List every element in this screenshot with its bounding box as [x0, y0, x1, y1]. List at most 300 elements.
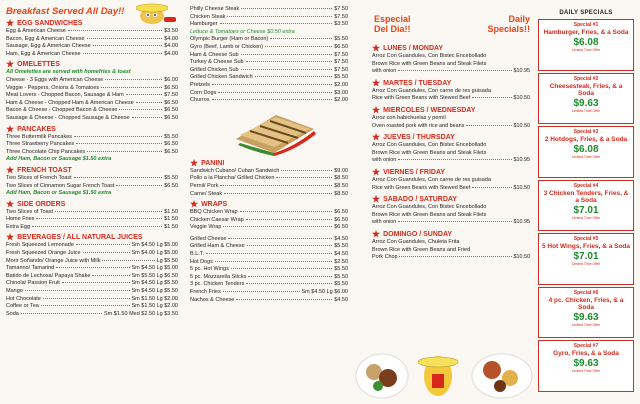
menu-item	[190, 243, 348, 251]
menu-item	[6, 43, 178, 51]
day-line: Arroz con habichuelas y pernil	[372, 114, 446, 121]
section-note: Add Ham, Bacon or Sausage $1.50 extra	[6, 156, 112, 163]
item-price: Sm $5.50 Lg $6.50	[131, 272, 178, 279]
item-price: $6.50	[164, 141, 178, 148]
item-price: $7.50	[334, 6, 348, 12]
item-name: Pork Chop	[372, 254, 398, 261]
item-name: Hot Dogs	[190, 258, 213, 265]
menu-item	[190, 281, 348, 289]
menu-item	[190, 251, 348, 259]
menu-item	[190, 14, 348, 22]
item-price: $10.95	[513, 219, 530, 226]
day-line: Brown Rice with Green Beans and Steak Filets	[372, 211, 487, 218]
item-name: B.L.T.	[190, 251, 205, 258]
day-line	[372, 219, 530, 227]
item-price: $4.00	[164, 43, 178, 50]
special-limited: Limited Time Offer	[571, 108, 601, 113]
menu-item	[190, 44, 348, 52]
menu-item	[190, 82, 348, 90]
dot-leader	[116, 185, 162, 186]
menu-item	[190, 289, 348, 297]
item-price: $5.50	[334, 243, 348, 250]
section-title-text: FRENCH TOAST	[17, 166, 72, 174]
item-price: Sm $1.50 Med $2.50 Lg $3.50	[104, 310, 178, 317]
special-box	[538, 19, 634, 71]
item-price: $5.50	[164, 174, 178, 181]
item-name: Hot Chocolate	[6, 295, 41, 302]
dot-leader	[215, 261, 332, 262]
item-price: $10.50	[513, 95, 530, 102]
menu-item	[6, 92, 178, 100]
day-line	[372, 157, 530, 165]
item-price: Sm $1.50 Lg $2.00	[131, 295, 178, 302]
dot-leader	[56, 267, 129, 268]
item-name: Chinola/ Passion Fruit	[6, 280, 60, 287]
item-name: Rice with Green Beans with Stewed Beef	[372, 184, 471, 191]
item-name: Bacon, Egg & American Cheese	[6, 35, 85, 42]
item-name: Three Chocolate Chip Pancakes	[6, 148, 86, 155]
menu-item	[6, 265, 178, 273]
special-label: Special #4	[573, 182, 599, 189]
special-item: Cheesesteak, Fries, & a Soda	[549, 82, 623, 97]
dot-leader	[255, 76, 333, 77]
special-limited: Limited Time Offer	[571, 155, 601, 159]
dot-leader	[247, 245, 333, 246]
item-price: $3.00	[334, 89, 348, 96]
dot-leader	[241, 54, 333, 55]
item-name: Batido de Lechosa/ Papaya Shake	[6, 272, 91, 279]
special-price: $6.08	[573, 37, 599, 48]
section-title	[372, 195, 530, 204]
item-price: $6.50	[334, 224, 348, 231]
special-box	[538, 287, 634, 339]
plate-photo	[354, 344, 534, 402]
star-icon: ★	[372, 104, 381, 115]
dot-leader	[132, 117, 163, 118]
item-name: Fresh Squeezed Orange Juice	[6, 250, 81, 257]
especial-column	[372, 6, 530, 265]
menu-item	[6, 28, 178, 36]
day-line: Arroz Con Guandules, Con Bistec Encebollado	[372, 142, 487, 149]
dot-leader	[231, 268, 332, 269]
item-name: Ham & Cheese - Chopped Ham & American Cheese	[6, 99, 134, 106]
daily-specials-header: DAILY SPECIALS	[559, 10, 613, 16]
section-title	[6, 233, 178, 242]
item-price: $7.50	[334, 13, 348, 20]
day-block	[372, 230, 530, 262]
day-line: Brown Rice with Green Beans and Steak Filets	[372, 60, 487, 67]
special-price: $7.01	[573, 251, 599, 262]
dot-leader	[220, 23, 333, 24]
panini-photo	[230, 109, 320, 157]
menu-item	[190, 67, 348, 75]
item-name: 5 pc. Hot Wings	[190, 266, 229, 273]
special-box	[538, 126, 634, 178]
dot-leader	[68, 30, 162, 31]
menu-item	[190, 224, 348, 232]
special-label: Special #5	[573, 236, 599, 242]
menu-item	[190, 52, 348, 60]
dot-leader	[220, 185, 332, 186]
item-name: Rice with Green Beans with Stewed Beef	[372, 95, 471, 102]
star-icon: ★	[372, 43, 381, 53]
item-price: $10.95	[513, 157, 530, 164]
item-name: Hamburger	[190, 21, 218, 28]
dot-leader	[241, 8, 332, 9]
menu-item	[6, 273, 178, 281]
item-name: Two Slices of Toast	[6, 208, 53, 215]
dot-leader	[399, 256, 511, 257]
item-price: $4.50	[334, 296, 348, 303]
menu-item	[190, 236, 348, 244]
dot-leader	[246, 219, 333, 220]
dot-leader	[218, 92, 332, 93]
item-price: Sm $1.50 Lg $2.00	[131, 303, 178, 310]
star-icon: ★	[6, 59, 15, 70]
item-name: Turkey & Cheese Sub	[190, 59, 244, 66]
section-title-text: BEVERAGES / ALL NATURAL JUICES	[17, 234, 143, 242]
star-icon: ★	[6, 18, 15, 28]
item-name: Meat Lovers - Chopped Bacon, Sausage & Ham	[6, 92, 124, 99]
day-line	[372, 185, 530, 193]
item-name: 5 pc. Mozzarella Sticks	[190, 273, 247, 280]
star-icon: ★	[372, 77, 381, 88]
item-name: Cheese - 3 Eggs with American Cheese	[6, 76, 104, 83]
day-line: Arroz Con Guandules, Chuleta Frita	[372, 238, 460, 245]
item-name: Veggie - Peppers, Onions & Tomatoes	[6, 84, 100, 91]
menu-item	[6, 224, 178, 232]
item-name: Three Strawberry Pancakes	[6, 141, 75, 148]
dot-leader	[246, 61, 333, 62]
item-name: Chicken Caesar Wrap	[190, 216, 244, 223]
item-name: Sausage & Cheese - Chopped Sausage & Cheese	[6, 114, 130, 121]
item-price: $4.00	[164, 50, 178, 57]
day-block	[372, 195, 530, 227]
day-line	[372, 95, 530, 103]
item-name: Pernil/ Pork	[190, 182, 219, 189]
menu-item	[6, 107, 178, 115]
dot-leader	[87, 151, 162, 152]
dot-leader	[74, 177, 163, 178]
dot-leader	[76, 244, 130, 245]
special-price: $6.08	[573, 144, 599, 155]
day-line	[372, 123, 530, 131]
dot-leader	[105, 79, 162, 80]
item-name: Oven roasted pork with rice and beans	[372, 122, 465, 129]
section-note: All Omelettes are served with homefries & toast	[6, 69, 131, 76]
section-title	[372, 230, 530, 239]
item-price: $10.50	[513, 254, 530, 261]
special-box	[538, 340, 634, 392]
menu-item	[6, 115, 178, 123]
item-name: BBQ Chicken Wrap	[190, 209, 238, 216]
star-icon: ★	[190, 157, 199, 168]
item-name: French Fries	[190, 289, 221, 296]
section-title	[372, 79, 530, 88]
menu-item	[190, 36, 348, 44]
item-price: $2.50	[334, 258, 348, 265]
item-price: $9.00	[334, 167, 348, 174]
section-title-text: DOMINGO / SUNDAY	[383, 230, 453, 238]
section-title-text: OMELETTES	[17, 61, 60, 69]
daily-specials-title: Daily Specials!!	[487, 14, 530, 34]
day-line: Brown Rice with Green Beans and Fried	[372, 246, 471, 253]
dot-leader	[87, 38, 163, 39]
item-price: Lg $5.50	[156, 257, 178, 264]
dot-leader	[41, 305, 130, 306]
item-name: with onion	[372, 157, 397, 164]
menu-item	[6, 175, 178, 183]
special-price: $9.63	[573, 311, 599, 323]
star-icon: ★	[372, 166, 381, 177]
item-price: $4.50	[334, 235, 348, 242]
special-box	[538, 180, 634, 232]
dot-leader	[472, 97, 511, 98]
menu-item	[6, 51, 178, 59]
item-name: Extra Egg	[6, 223, 31, 230]
special-item: 4 pc. Chicken, Fries, & a Soda	[548, 296, 624, 311]
special-limited: Limited Time Offer	[571, 215, 601, 220]
menu-item	[6, 216, 178, 224]
day-block	[372, 106, 530, 130]
menu-item	[6, 36, 178, 44]
item-price: $5.50	[334, 266, 348, 273]
item-name: Three Buttermilk Pancakes	[6, 133, 73, 140]
menu-item	[6, 280, 178, 288]
item-name: Soda	[6, 310, 19, 317]
menu-item	[6, 134, 178, 142]
section-title-text: EGG SANDWICHES	[17, 20, 83, 27]
item-price: $7.50	[334, 51, 348, 58]
dot-leader	[227, 16, 332, 17]
section-title	[372, 168, 530, 177]
menu-item	[6, 288, 178, 296]
item-price: $5.50	[334, 74, 348, 81]
menu-item	[6, 100, 178, 108]
section-title	[6, 166, 178, 175]
item-price: Sm $4.50 Lg $5.00	[131, 242, 178, 249]
breakfast-banner: Breakfast Served All Day!!	[6, 6, 125, 17]
section-title-text: MIERCOLES / WEDNESDAY	[383, 106, 476, 114]
dot-leader	[248, 276, 332, 277]
menu-item	[6, 141, 178, 149]
menu-item	[190, 191, 348, 199]
star-icon: ★	[372, 132, 381, 143]
star-icon: ★	[6, 164, 15, 175]
item-price: $6.50	[164, 182, 178, 189]
dot-leader	[241, 69, 333, 70]
menu-item	[190, 97, 348, 105]
item-price: Sm $4.00 Lg $5.00	[131, 250, 178, 257]
star-icon: ★	[372, 228, 381, 239]
item-name: Morir Soñando/ Orange Juice with Milk	[6, 257, 101, 264]
item-price: $5.50	[334, 281, 348, 288]
day-line: Brown Rice with Green Beans and Steak Filets	[372, 149, 487, 156]
item-name: Grilled Chicken Sandwich	[190, 74, 253, 81]
day-block	[372, 168, 530, 192]
specials-column	[538, 6, 634, 394]
menu-item	[190, 175, 348, 183]
special-price: $7.01	[573, 204, 599, 216]
dot-leader	[281, 170, 332, 171]
dot-leader	[74, 136, 162, 137]
item-name: Corn Dogs	[190, 89, 217, 96]
item-name: Fresh Squeezed Lemonade	[6, 242, 74, 249]
section-title-text: SABADO / SATURDAY	[383, 196, 457, 204]
dot-leader	[223, 291, 300, 292]
item-name: Chicken Steak	[190, 13, 226, 20]
item-name: Coffee or Tea	[6, 303, 39, 310]
item-name: Ham, Egg & American Cheese	[6, 50, 81, 57]
dot-leader	[92, 275, 129, 276]
day-line: Arroz Con Guandules, Con carne de res guisada	[372, 87, 491, 94]
item-name: Mango	[6, 288, 23, 295]
menu-item	[6, 311, 178, 319]
special-item: Hamburger, Fries, & a Soda	[543, 29, 629, 36]
menu-item	[6, 77, 178, 85]
dot-leader	[206, 253, 332, 254]
dot-leader	[466, 125, 511, 126]
special-label: Special #2	[573, 75, 599, 82]
item-price: $4.50	[334, 251, 348, 258]
special-limited: Limited Time Offer	[571, 322, 601, 327]
item-price: $3.50	[164, 28, 178, 34]
item-price: Sm $4.50 Lg $5.50	[131, 280, 178, 287]
dot-leader	[93, 45, 163, 46]
menu-item	[190, 274, 348, 282]
dot-leader	[83, 53, 163, 54]
item-price: $6.00	[164, 76, 178, 83]
item-price: $7.50	[164, 92, 178, 99]
menu-item	[6, 258, 178, 266]
special-limited: Limited Time Offer	[571, 262, 601, 266]
star-icon: ★	[372, 194, 381, 205]
dot-leader	[398, 70, 511, 71]
dot-leader	[62, 282, 130, 283]
dot-leader	[25, 290, 130, 291]
lettuce-note: Lettuce & Tomatoes or Cheese $0.50 extra	[190, 28, 295, 35]
item-name: Veggie Wrap	[190, 224, 222, 231]
star-icon: ★	[6, 232, 15, 243]
item-name: Pollo a la Plancha/ Grilled Chicken	[190, 175, 275, 182]
lunch-sections	[190, 159, 348, 232]
day-block	[372, 133, 530, 165]
section-title-text: PANINI	[201, 159, 225, 167]
menu-item	[6, 303, 178, 311]
star-icon: ★	[6, 123, 15, 134]
special-item: 2 Hotdogs, Fries, & a Soda	[544, 136, 628, 143]
menu-item	[190, 74, 348, 82]
special-label: Special #6	[573, 289, 599, 296]
item-price: $6.50	[334, 209, 348, 216]
section-title	[190, 200, 348, 209]
dot-leader	[126, 94, 163, 95]
special-label: Special #7	[573, 343, 599, 349]
section-title-text: PANCAKES	[17, 125, 56, 133]
item-name: Home Fries	[6, 216, 35, 223]
especial-header	[372, 6, 530, 42]
section-title	[6, 60, 178, 69]
item-name: Grilled Chicken Sub	[190, 66, 239, 73]
dot-leader	[224, 193, 332, 194]
section-title-text: SIDE ORDERS	[17, 200, 66, 208]
lunch-top-items	[190, 6, 348, 29]
dot-leader	[265, 46, 332, 47]
lunch-items	[190, 36, 348, 104]
section-title-text: LUNES / MONDAY	[383, 45, 444, 52]
dot-leader	[398, 159, 511, 160]
item-name: Two Slices of Cinnamon Sugar French Toast	[6, 182, 115, 189]
dot-leader	[36, 218, 162, 219]
menu-item	[190, 21, 348, 29]
special-item: 3 Chicken Tenders, Fries, & a Soda	[543, 189, 629, 204]
item-price: $10.50	[513, 184, 530, 191]
special-item: 5 Hot Wings, Fries, & a Soda	[541, 243, 631, 250]
day-block	[372, 44, 530, 76]
mascot-icon	[130, 2, 180, 28]
menu-item	[6, 149, 178, 157]
menu-item	[6, 242, 178, 250]
star-icon: ★	[6, 198, 15, 209]
dot-leader	[228, 238, 332, 239]
item-name: Olympic Burger (Ham or Bacon)	[190, 36, 269, 43]
menu-item	[190, 6, 348, 14]
item-name: Churros	[190, 97, 210, 104]
dot-leader	[236, 299, 332, 300]
daily-days	[372, 44, 530, 262]
section-title	[6, 125, 178, 134]
item-price: $6.50	[164, 99, 178, 106]
dot-leader	[212, 99, 333, 100]
item-price: $10.95	[513, 68, 530, 75]
special-price: $9.63	[573, 358, 599, 369]
item-price: $7.50	[334, 59, 348, 66]
dot-leader	[43, 298, 130, 299]
item-price: $8.50	[334, 190, 348, 197]
item-price: $7.50	[334, 66, 348, 73]
special-limited: Limited Time Offer	[571, 369, 601, 373]
dot-leader	[32, 226, 162, 227]
menu-item	[190, 209, 348, 217]
menu-item	[6, 85, 178, 93]
item-name: 3 pc. Chicken Tenders	[190, 281, 245, 288]
item-price: $6.50	[164, 84, 178, 91]
dot-leader	[223, 226, 332, 227]
specials-boxes	[538, 19, 634, 392]
menu-item	[190, 217, 348, 225]
special-box	[538, 73, 634, 125]
item-name: Sausage, Egg & American Cheese	[6, 43, 91, 50]
dot-leader	[246, 283, 332, 284]
especial-title: Especial Del Dia!!	[374, 14, 411, 34]
item-price: $1.50	[164, 216, 178, 223]
section-title	[6, 200, 178, 209]
special-box	[538, 233, 634, 285]
special-item: Gyro, Fries, & a Soda	[553, 350, 619, 357]
day-line	[372, 254, 530, 262]
item-name: Gyro (Beef, Lamb or Chicken)	[190, 43, 264, 50]
dot-leader	[102, 260, 154, 261]
star-icon: ★	[190, 199, 199, 210]
item-price: $6.50	[164, 107, 178, 114]
dot-leader	[240, 211, 333, 212]
menu-item	[190, 90, 348, 98]
item-name: Grilled Ham & Cheese	[190, 243, 245, 250]
item-name: Tamarino/ Tamarind	[6, 265, 55, 272]
dot-leader	[212, 84, 332, 85]
menu-item	[6, 296, 178, 304]
section-title	[372, 44, 530, 53]
